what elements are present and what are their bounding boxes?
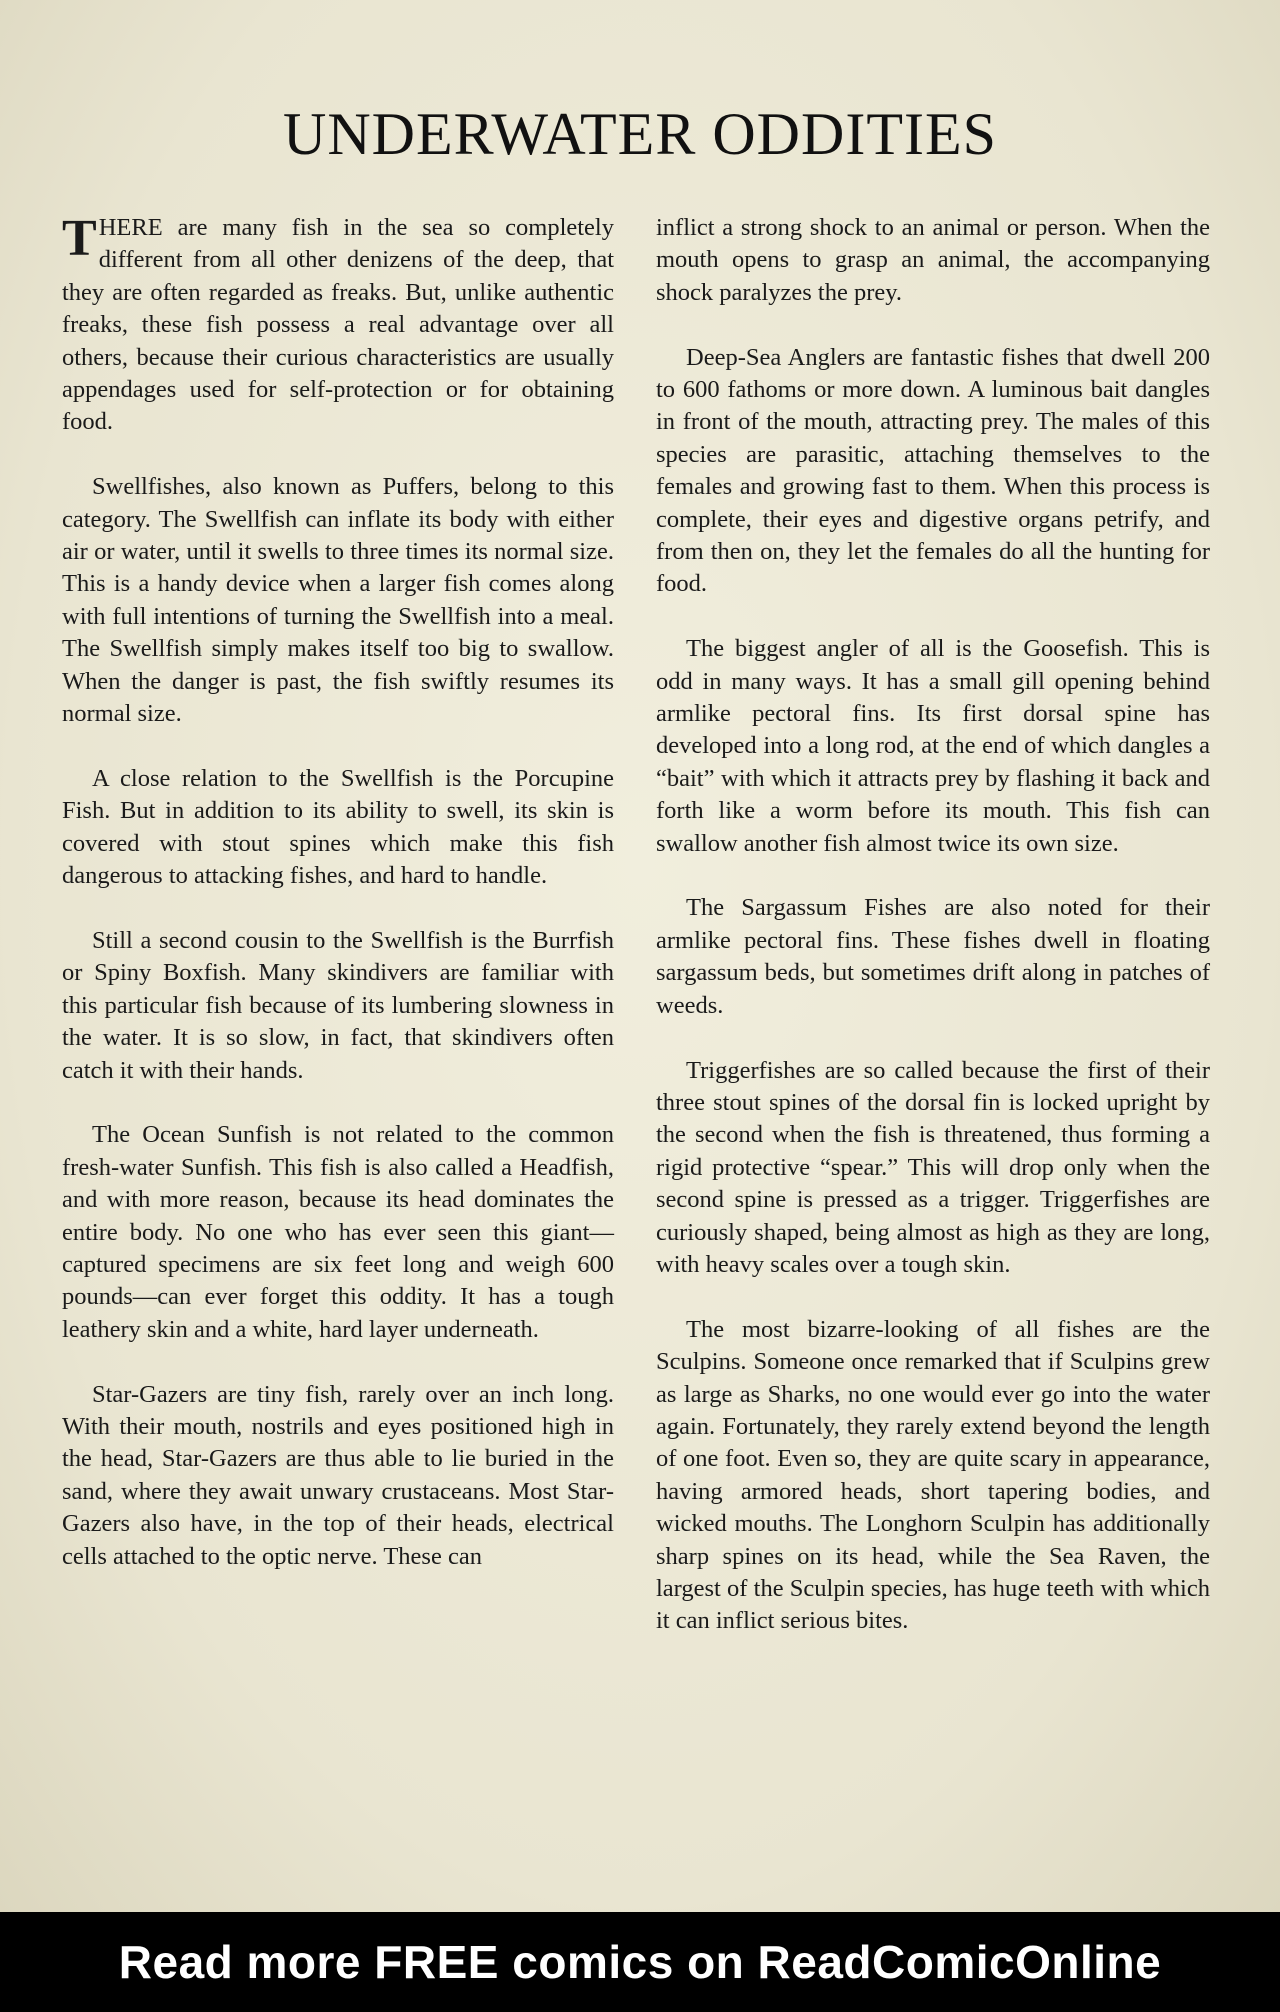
paragraph-sargassum-fishes: The Sargassum Fishes are also noted for their armlike pectoral fins. These fishes dwell in floating sargassum beds, but sometimes drift along in patches of weeds.: [656, 894, 1210, 1019]
paragraph-deep-sea-anglers: Deep-Sea Anglers are fantastic fishes that dwell 200 to 600 fathoms or more down. A luminous bait dangles in front of the mouth, attracting prey. The males of this species are parasitic, attaching themselves to the females and growing fast to them. When this process is complete, their eyes and digestive organs petrify, and from then on, they let the females do all the hunting for food.: [656, 343, 1210, 598]
paragraph-star-gazers-cont: inflict a strong shock to an animal or person. When the mouth opens to grasp an animal, the accompanying shock paralyzes the prey.: [656, 214, 1210, 306]
paragraph-swellfish: Swellfishes, also known as Puffers, belong to this category. The Swellfish can inflate its body with either air or water, until it swells to three times its normal size. This is a handy device when a larger fish comes along with full intentions of turning the Swellfish into a meal. The Swellfish simply makes itself too big to swallow. When the danger is past, the fish swiftly resumes its normal size.: [62, 473, 614, 728]
banner-text[interactable]: Read more FREE comics on ReadComicOnline: [118, 1936, 1162, 1988]
paragraph-goosefish: The biggest angler of all is the Goosefish. This is odd in many ways. It has a small gill opening behind armlike pectoral fins. Its first dorsal spine has developed into a long rod, at the end of which dangles a “bait” with which it attracts prey by flashing it back and forth like a worm before its mouth. This fish can swallow another fish almost twice its own size.: [656, 635, 1210, 857]
paragraph-triggerfishes: Triggerfishes are so called because the first of their three stout spines of the dorsal fin is locked upright by the second when the fish is threatened, thus forming a rigid protective “spear.” This will drop only when the second spine is pressed as a trigger. Triggerfishes are curiously shaped, being almost as high as they are long, with heavy scales over a tough skin.: [656, 1056, 1210, 1278]
intro-text: HERE are many fish in the sea so completely different from all other denizens of the deep, that they are often regarded as freaks. But, unlike authentic freaks, these fish possess a real advantage over all others, because their curious characteristics are usually appendages used for self-protection or for obtaining food.: [62, 214, 614, 436]
paragraph-star-gazers: Star-Gazers are tiny fish, rarely over an inch long. With their mouth, nostrils and eyes positioned high in the head, Star-Gazers are thus able to lie buried in the sand, where they await unwary crustaceans. Most Star-Gazers also have, in the top of their heads, electrical cells attached to the optic nerve. These can: [62, 1380, 614, 1570]
intro-paragraph: [62, 212, 614, 439]
paragraph-burrfish: Still a second cousin to the Swellfish is the Burrfish or Spiny Boxfish. Many skindivers are familiar with this particular fish because of its lumbering slowness in the water. It is so slow, in fact, that skindivers often catch it with their hands.: [62, 926, 614, 1084]
paragraph-ocean-sunfish: The Ocean Sunfish is not related to the common fresh-water Sunfish. This fish is also called a Headfish, and with more reason, because its head dominates the entire body. No one who has ever seen this giant—captured specimens are six feet long and weigh 600 pounds—can ever forget this oddity. It has a tough leathery skin and a white, hard layer underneath.: [62, 1121, 614, 1343]
article-title: UNDERWATER ODDITIES: [283, 101, 997, 167]
right-column: [656, 212, 1210, 1670]
left-column: [62, 212, 614, 1605]
drop-cap: T: [62, 210, 97, 267]
promo-banner[interactable]: [0, 1912, 1280, 2012]
paragraph-porcupine-fish: A close relation to the Swellfish is the Porcupine Fish. But in addition to its ability to swell, its skin is covered with stout spines which make this fish dangerous to attacking fishes, and hard to handle.: [62, 764, 614, 890]
paragraph-sculpins: The most bizarre-looking of all fishes are the Sculpins. Someone once remarked that if Sculpins grew as large as Sharks, no one would ever go into the water again. Fortunately, they rarely extend beyond the length of one foot. Even so, they are quite scary in appearance, having armored heads, short tapering bodies, and wicked mouths. The Longhorn Sculpin has additionally sharp spines on its head, while the Sea Raven, the largest of the Sculpin species, has huge teeth with which it can inflict serious bites.: [656, 1315, 1210, 1635]
